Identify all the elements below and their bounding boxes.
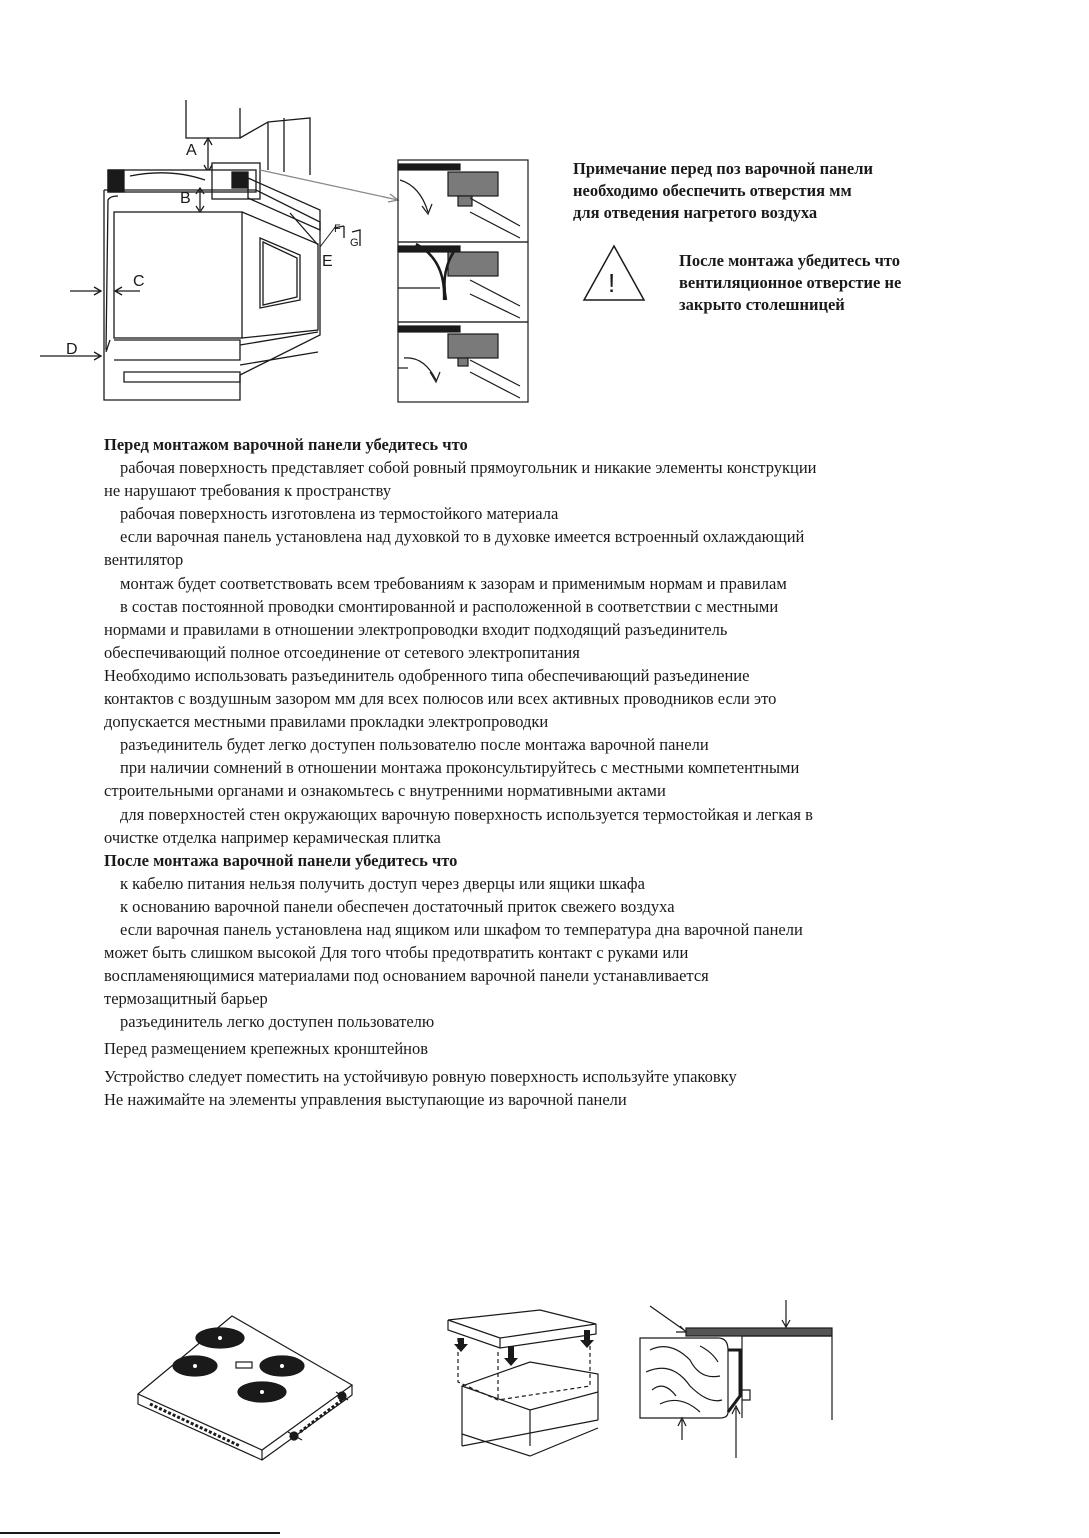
- list-item: монтаж будет соответствовать всем требованиям к зазорам и применимым нормам и правилам: [120, 573, 787, 593]
- paragraph-line: Перед размещением крепежных кронштейнов: [104, 1039, 429, 1059]
- label-f: F: [334, 223, 341, 235]
- list-item: при наличии сомнений в отношении монтажа проконсультируйтесь с местными компетентными: [120, 758, 800, 778]
- list-item: рабочая поверхность представляет собой ровный прямоугольник и никакие элементы конструкции: [120, 458, 817, 478]
- list-item-cont: не нарушают требования к пространству: [104, 481, 392, 501]
- paragraph-line: Не нажимайте на элементы управления выступающие из варочной панели: [104, 1089, 627, 1109]
- list-item-cont: обеспечивающий полное отсоединение от сетевого электропитания: [104, 642, 580, 662]
- paragraph-line: контактов с воздушным зазором мм для всех полюсов или всех активных проводников если это: [104, 689, 777, 709]
- list-item: в состав постоянной проводки смонтированной и расположенной в соответствии с местными: [120, 596, 779, 616]
- list-item-cont: воспламеняющимися материалами под основанием варочной панели устанавливается: [104, 966, 709, 986]
- warning-line: закрыто столешницей: [679, 295, 845, 314]
- list-item: для поверхностей стен окружающих варочную поверхность используется термостойкая и легкая в: [120, 804, 813, 824]
- warning-line: вентиляционное отверстие не: [679, 273, 902, 292]
- paragraph-line: допускается местными правилами прокладки электропроводки: [104, 712, 549, 732]
- list-item: разъединитель легко доступен пользователю: [120, 1012, 435, 1032]
- hob-underside-figure: [138, 1316, 352, 1460]
- list-item-cont: термозащитный барьер: [104, 989, 268, 1009]
- section-heading: После монтажа варочной панели убедитесь что: [104, 850, 458, 870]
- hob-insertion-figure: [448, 1310, 598, 1456]
- label-e: E: [322, 253, 333, 270]
- warning-text: [679, 250, 901, 316]
- note-line: для отведения нагретого воздуха: [573, 203, 818, 222]
- footer-rule: [0, 1532, 280, 1534]
- vent-detail-panels: [398, 160, 528, 402]
- list-item: разъединитель будет легко доступен пользователю после монтажа варочной панели: [120, 735, 709, 755]
- list-item-cont: может быть слишком высокой Для того чтобы предотвратить контакт с руками или: [104, 943, 689, 963]
- list-item: если варочная панель установлена над духовкой то в духовке имеется встроенный охлаждающий: [120, 527, 805, 547]
- list-item: если варочная панель установлена над ящиком или шкафом то температура дна варочной панели: [120, 919, 803, 939]
- list-item-cont: вентилятор: [104, 550, 184, 570]
- label-b: B: [180, 190, 191, 207]
- list-item-cont: строительными органами и ознакомьтесь с внутренними нормативными актами: [104, 781, 666, 801]
- label-g: G: [350, 237, 359, 249]
- note-line: Примечание перед поз варочной панели: [573, 159, 873, 178]
- ventilation-note: [573, 158, 873, 224]
- warning-line: После монтажа убедитесь что: [679, 251, 901, 270]
- installation-requirements: [104, 433, 994, 1111]
- list-item-cont: нормами и правилами в отношении электропроводки входит подходящий разъединитель: [104, 619, 728, 639]
- note-line: необходимо обеспечить отверстия мм: [573, 181, 852, 200]
- hob-insertion-arrows: [454, 1330, 594, 1366]
- label-d: D: [66, 341, 78, 358]
- countertop-section-figure: [640, 1300, 832, 1458]
- paragraph-line: Устройство следует поместить на устойчивую ровную поверхность используйте упаковку: [104, 1066, 737, 1086]
- paragraph-line: Необходимо использовать разъединитель одобренного типа обеспечивающий разъединение: [104, 665, 750, 685]
- list-item: рабочая поверхность изготовлена из термостойкого материала: [120, 504, 559, 524]
- warning-symbol: !: [608, 268, 616, 298]
- label-a: A: [186, 142, 197, 159]
- list-item: к основанию варочной панели обеспечен достаточный приток свежего воздуха: [120, 896, 675, 916]
- list-item: к кабелю питания нельзя получить доступ через дверцы или ящики шкафа: [120, 873, 645, 893]
- label-c: C: [133, 273, 145, 290]
- list-item-cont: очистке отделка например керамическая плитка: [104, 827, 441, 847]
- section-heading: Перед монтажом варочной панели убедитесь что: [104, 435, 468, 454]
